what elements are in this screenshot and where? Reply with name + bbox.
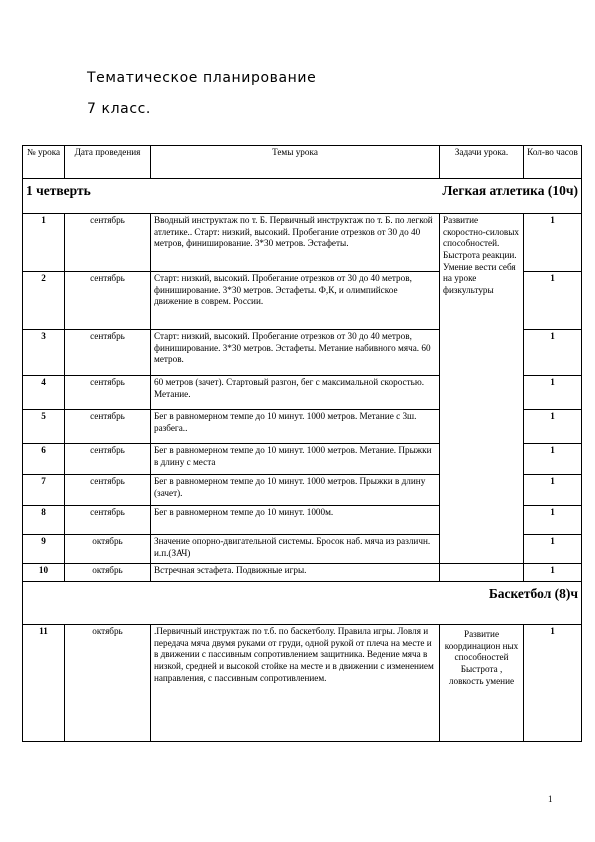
lesson-hours: 1 <box>524 376 582 410</box>
lesson-topic: Вводный инструктаж по т. Б. Первичный инструктаж по т. Б. по легкой атлетике.. Старт: низкий, высокий. Пробегание отрезков от 30 до 40 метров, финиширование. 3*30 метров. Эстафеты. <box>151 214 440 272</box>
section-cell <box>23 179 582 214</box>
page-title: Тематическое планирование <box>87 70 317 86</box>
lesson-date: сентябрь <box>65 506 151 535</box>
section-row-2 <box>23 582 582 625</box>
lesson-tasks-empty <box>440 564 524 582</box>
lesson-topic: Значение опорно-двигательной системы. Бросок наб. мяча из различн. и.п.(ЗАЧ) <box>151 535 440 564</box>
lesson-topic: Старт: низкий, высокий. Пробегание отрезков от 30 до 40 метров, финиширование. 3*30 метров. Эстафеты. Ф,К, и олимпийское движение в соврем. России. <box>151 272 440 330</box>
lesson-topic: Бег в равномерном темпе до 10 минут. 1000 метров. Прыжки в длину (зачет). <box>151 475 440 506</box>
lesson-hours: 1 <box>524 444 582 475</box>
header-num: № урока <box>23 146 65 179</box>
lesson-topic: Бег в равномерном темпе до 10 минут. 1000 метров. Метание. Прыжки в длину с места <box>151 444 440 475</box>
lesson-hours: 1 <box>524 410 582 444</box>
header-date: Дата проведения <box>65 146 151 179</box>
lesson-date: октябрь <box>65 625 151 742</box>
table-header-row <box>23 146 582 179</box>
lesson-number: 1 <box>23 214 65 272</box>
lesson-topic: Старт: низкий, высокий. Пробегание отрезков от 30 до 40 метров, финиширование. 3*30 метров. Эстафеты. Метание набивного мяча. 60 метров. <box>151 330 440 376</box>
header-topic: Темы урока <box>151 146 440 179</box>
table-row <box>23 625 582 742</box>
lesson-date: сентябрь <box>65 410 151 444</box>
planning-table <box>22 145 582 742</box>
table-row <box>23 564 582 582</box>
lesson-topic: Встречная эстафета. Подвижные игры. <box>151 564 440 582</box>
module-label: Баскетбол (8)ч <box>488 586 578 601</box>
lesson-number: 9 <box>23 535 65 564</box>
module-label: Легкая атлетика (10ч) <box>442 183 578 198</box>
lesson-hours: 1 <box>524 330 582 376</box>
lesson-number: 3 <box>23 330 65 376</box>
lesson-topic: .Первичный инструктаж по т.б. по баскетболу. Правила игры. Ловля и передача мяча двумя руками от груди, одной рукой от плеча на месте и в движении с пассивным сопротивлением защитника. Ведение мяча в низкой, средней и высокой стойке на месте и в движении с изменением направления, с пассивным сопротивлением. <box>151 625 440 742</box>
page-number: 1 <box>548 794 553 804</box>
section-cell <box>23 582 582 625</box>
header-tasks: Задачи урока. <box>440 146 524 179</box>
lesson-date: октябрь <box>65 564 151 582</box>
lesson-date: сентябрь <box>65 214 151 272</box>
lesson-tasks: Развитие координацион ных способностей Быстрота , ловкость умение <box>440 625 524 742</box>
lesson-date: сентябрь <box>65 475 151 506</box>
lesson-topic: Бег в равномерном темпе до 10 минут. 1000 метров. Метание с 3ш. разбега.. <box>151 410 440 444</box>
lesson-hours: 1 <box>524 564 582 582</box>
lesson-number: 8 <box>23 506 65 535</box>
lesson-topic: Бег в равномерном темпе до 10 минут. 1000м. <box>151 506 440 535</box>
lesson-hours: 1 <box>524 506 582 535</box>
lesson-hours: 1 <box>524 475 582 506</box>
section-row-1 <box>23 179 582 214</box>
table-row <box>23 214 582 272</box>
lesson-number: 7 <box>23 475 65 506</box>
lesson-number: 10 <box>23 564 65 582</box>
lesson-hours: 1 <box>524 272 582 330</box>
lesson-tasks: Развитие скоростно-силовых способностей. Быстрота реакции. Умение вести себя на уроке физкультуры <box>440 214 524 564</box>
lesson-date: сентябрь <box>65 272 151 330</box>
lesson-date: сентябрь <box>65 376 151 410</box>
lesson-number: 5 <box>23 410 65 444</box>
lesson-date: октябрь <box>65 535 151 564</box>
lesson-number: 11 <box>23 625 65 742</box>
lesson-number: 2 <box>23 272 65 330</box>
lesson-date: сентябрь <box>65 330 151 376</box>
lesson-hours: 1 <box>524 625 582 742</box>
table-body <box>23 179 582 742</box>
quarter-label: 1 четверть <box>26 183 91 198</box>
lesson-number: 6 <box>23 444 65 475</box>
lesson-topic: 60 метров (зачет). Стартовый разгон, бег с максимальной скоростью. Метание. <box>151 376 440 410</box>
class-subtitle: 7 класс. <box>87 101 151 117</box>
lesson-number: 4 <box>23 376 65 410</box>
lesson-hours: 1 <box>524 214 582 272</box>
header-hours: Кол-во часов <box>524 146 582 179</box>
lesson-date: сентябрь <box>65 444 151 475</box>
lesson-hours: 1 <box>524 535 582 564</box>
